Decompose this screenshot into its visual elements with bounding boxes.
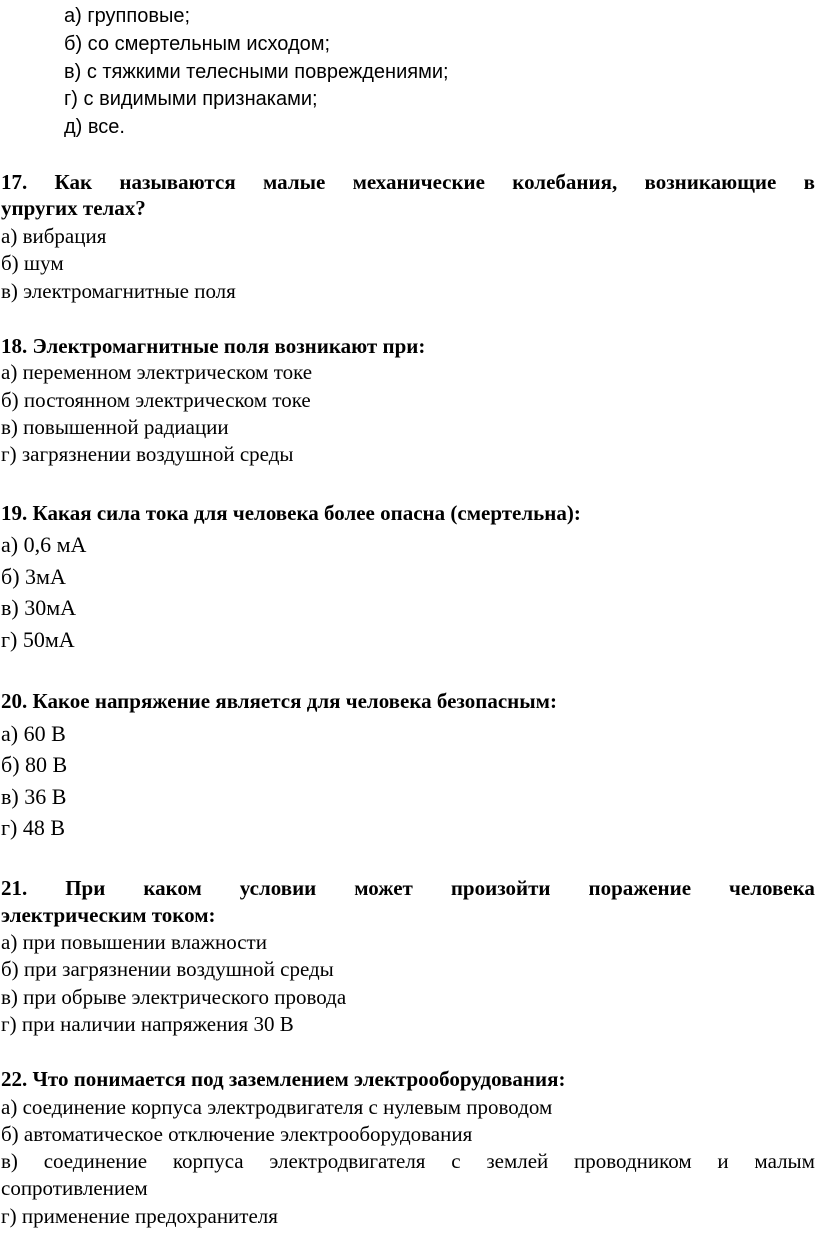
prev-option-b: б) со смертельным исходом; — [64, 33, 331, 55]
q17-question-line2: упругих телах? — [1, 196, 146, 220]
q22-c-word: электродвигателя — [269, 1149, 426, 1173]
q17-word: малые — [262, 170, 326, 194]
q17-word: возникающие — [644, 170, 777, 194]
prev-option-d: г) с видимыми признаками; — [64, 88, 318, 110]
q21-word: человека — [729, 876, 815, 900]
q17-word: называются — [119, 170, 236, 194]
q21-option-d: г) при наличии напряжения 30 В — [1, 1012, 294, 1036]
q17-option-b: б) шум — [1, 251, 64, 275]
q17-option-c: в) электромагнитные поля — [1, 279, 236, 303]
q17-word: в — [803, 170, 815, 194]
q17-word: колебания, — [512, 170, 618, 194]
q20-option-c: в) 36 В — [1, 784, 67, 809]
q21-question-line1 — [1, 878, 815, 899]
q22-option-c-line2: сопротивлением — [1, 1176, 148, 1200]
q21-word: каком — [143, 876, 202, 900]
q21-option-b: б) при загрязнении воздушной среды — [1, 957, 334, 981]
q21-word: условии — [239, 876, 317, 900]
q22-option-c-line1 — [1, 1151, 815, 1172]
q18-option-b: б) постоянном электрическом токе — [1, 388, 311, 412]
q18-option-c: в) повышенной радиации — [1, 415, 229, 439]
q19-option-d: г) 50мА — [1, 627, 75, 652]
q20-option-d: г) 48 В — [1, 815, 66, 840]
q20-option-b: б) 80 В — [1, 752, 68, 777]
q20-option-a: а) 60 В — [1, 721, 66, 746]
q17-word: 17. — [1, 170, 28, 194]
q17-option-a: а) вибрация — [1, 224, 107, 248]
q22-c-word: проводником — [574, 1149, 692, 1173]
q18-option-a: а) переменном электрическом токе — [1, 360, 313, 384]
q17-question-line1 — [1, 172, 815, 193]
q19-question: 19. Какая сила тока для человека более опасна (смертельна): — [1, 501, 581, 525]
q22-c-word: корпуса — [172, 1149, 244, 1173]
q19-option-b: б) 3мА — [1, 564, 66, 589]
q21-word: может — [354, 876, 413, 900]
q21-word: поражение — [588, 876, 692, 900]
q22-c-word: в) — [1, 1149, 18, 1173]
q19-option-a: а) 0,6 мА — [1, 532, 87, 557]
q22-option-d: г) применение предохранителя — [1, 1204, 278, 1228]
prev-option-a: а) групповые; — [64, 5, 190, 27]
q22-c-word: малым — [754, 1149, 815, 1173]
q20-question: 20. Какое напряжение является для человека безопасным: — [1, 689, 557, 713]
q22-c-word: соединение — [43, 1149, 148, 1173]
q18-option-d: г) загрязнении воздушной среды — [1, 442, 294, 466]
q21-option-a: а) при повышении влажности — [1, 930, 267, 954]
q18-question: 18. Электромагнитные поля возникают при: — [1, 334, 426, 358]
q21-option-c: в) при обрыве электрического провода — [1, 985, 347, 1009]
q19-option-c: в) 30мА — [1, 595, 77, 620]
q21-word: произойти — [450, 876, 551, 900]
q17-word: механические — [352, 170, 485, 194]
q21-word: 21. — [1, 876, 28, 900]
q21-word: При — [65, 876, 106, 900]
q22-option-a: а) соединение корпуса электродвигателя с нулевым проводом — [1, 1095, 553, 1119]
q21-question-line2: электрическим током: — [1, 903, 216, 927]
q22-option-b: б) автоматическое отключение электрооборудования — [1, 1122, 473, 1146]
q22-c-word: землей — [486, 1149, 549, 1173]
q22-c-word: и — [717, 1149, 729, 1173]
q17-word: Как — [54, 170, 93, 194]
q22-c-word: с — [451, 1149, 461, 1173]
q22-question: 22. Что понимается под заземлением электрооборудования: — [1, 1067, 566, 1091]
prev-option-e: д) все. — [64, 116, 125, 138]
prev-option-c: в) с тяжкими телесными повреждениями; — [64, 61, 449, 83]
